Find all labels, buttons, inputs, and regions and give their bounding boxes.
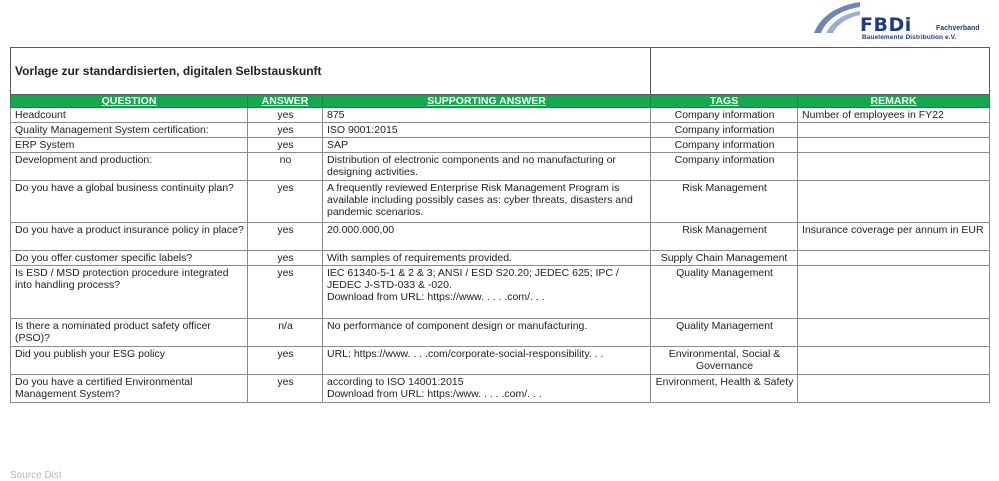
header-remark[interactable]: REMARK <box>798 95 990 108</box>
supporting-answer-text: IEC 61340-5-1 & 2 & 3; ANSI / ESD S20.20; JEDEC 625; IPC / JEDEC J-STD-033 & -020. <box>327 267 619 291</box>
header-supporting-answer[interactable]: SUPPORTING ANSWER <box>323 95 651 108</box>
answer-cell[interactable]: yes <box>248 123 323 138</box>
remark-cell[interactable]: Insurance coverage per annum in EUR <box>798 223 990 251</box>
header-tags[interactable]: TAGS <box>651 95 798 108</box>
tags-cell[interactable]: Company information <box>651 138 798 153</box>
tags-cell[interactable]: Company information <box>651 123 798 138</box>
table-row <box>11 108 990 123</box>
question-cell[interactable]: Quality Management System certification: <box>11 123 248 138</box>
question-cell[interactable]: Do you offer customer specific labels? <box>11 251 248 266</box>
fbdi-logo <box>806 0 996 42</box>
question-cell[interactable]: Development and production: <box>11 153 248 181</box>
supporting-answer-link: Download from URL: https:/www. . . . .com/. . . <box>327 388 542 400</box>
answer-cell[interactable]: yes <box>248 266 323 319</box>
title-row <box>11 48 990 95</box>
answer-cell[interactable]: yes <box>248 251 323 266</box>
supporting-answer-cell[interactable]: ISO 9001:2015 <box>323 123 651 138</box>
tags-cell[interactable]: Environmental, Social & Governance <box>651 347 798 375</box>
table-row <box>11 153 990 181</box>
table-row <box>11 138 990 153</box>
answer-cell[interactable]: yes <box>248 375 323 403</box>
tags-cell[interactable]: Company information <box>651 108 798 123</box>
tags-cell[interactable]: Risk Management <box>651 181 798 223</box>
supporting-answer-cell[interactable]: With samples of requirements provided. <box>323 251 651 266</box>
supporting-answer-cell[interactable]: URL: https://www. . . .com/corporate-social-responsibility. . . <box>323 347 651 375</box>
question-cell[interactable]: Is ESD / MSD protection procedure integrated into handling process? <box>11 266 248 319</box>
answer-cell[interactable]: yes <box>248 181 323 223</box>
question-cell[interactable]: Do you have a certified Environmental Management System? <box>11 375 248 403</box>
footer-note: Source Dist <box>10 470 62 481</box>
question-cell[interactable]: Headcount <box>11 108 248 123</box>
tags-cell[interactable]: Company information <box>651 153 798 181</box>
header-answer[interactable]: ANSWER <box>248 95 323 108</box>
answer-cell[interactable]: yes <box>248 223 323 251</box>
supporting-answer-cell[interactable] <box>323 375 651 403</box>
tags-cell[interactable]: Environment, Health & Safety <box>651 375 798 403</box>
self-disclosure-table <box>10 47 990 403</box>
logo-subline-2: Bauelemente Distribution e.V. <box>862 34 957 41</box>
remark-cell[interactable] <box>798 347 990 375</box>
logo-brand-text: FBDi <box>860 14 912 36</box>
table-row <box>11 181 990 223</box>
logo-subline-1: Fachverband <box>936 25 980 32</box>
supporting-answer-cell[interactable]: A frequently reviewed Enterprise Risk Management Program is available including possibly cases as: cyber threats, disasters and pandemic scenarios. <box>323 181 651 223</box>
table-row <box>11 123 990 138</box>
supporting-answer-link: Download from URL: https://www. . . . .com/. . . <box>327 291 545 303</box>
remark-cell[interactable]: Number of employees in FY22 <box>798 108 990 123</box>
table-row <box>11 375 990 403</box>
question-cell[interactable]: ERP System <box>11 138 248 153</box>
remark-cell[interactable] <box>798 251 990 266</box>
supporting-answer-cell[interactable]: 875 <box>323 108 651 123</box>
supporting-answer-cell[interactable]: SAP <box>323 138 651 153</box>
table-row <box>11 266 990 319</box>
question-cell[interactable]: Did you publish your ESG policy <box>11 347 248 375</box>
answer-cell[interactable]: yes <box>248 347 323 375</box>
sheet-title: Vorlage zur standardisierten, digitalen Selbstauskunft <box>11 48 651 95</box>
remark-cell[interactable] <box>798 153 990 181</box>
remark-cell[interactable] <box>798 123 990 138</box>
supporting-answer-text: according to ISO 14001:2015 <box>327 376 464 388</box>
header-question[interactable]: QUESTION <box>11 95 248 108</box>
remark-cell[interactable] <box>798 375 990 403</box>
table-row <box>11 223 990 251</box>
supporting-answer-cell[interactable] <box>323 266 651 319</box>
tags-cell[interactable]: Risk Management <box>651 223 798 251</box>
supporting-answer-cell[interactable]: Distribution of electronic components and no manufacturing or designing activities. <box>323 153 651 181</box>
answer-cell[interactable]: yes <box>248 108 323 123</box>
remark-cell[interactable] <box>798 319 990 347</box>
question-cell[interactable]: Is there a nominated product safety officer (PSO)? <box>11 319 248 347</box>
answer-cell[interactable]: no <box>248 153 323 181</box>
table-row <box>11 251 990 266</box>
tags-cell[interactable]: Quality Management <box>651 319 798 347</box>
remark-cell[interactable] <box>798 181 990 223</box>
tags-cell[interactable]: Quality Management <box>651 266 798 319</box>
title-empty-cell <box>651 48 990 95</box>
remark-cell[interactable] <box>798 138 990 153</box>
logo-swoosh-icon <box>812 0 862 34</box>
table-row <box>11 347 990 375</box>
answer-cell[interactable]: yes <box>248 138 323 153</box>
header-row <box>11 95 990 108</box>
question-cell[interactable]: Do you have a product insurance policy in place? <box>11 223 248 251</box>
question-cell[interactable]: Do you have a global business continuity plan? <box>11 181 248 223</box>
tags-cell[interactable]: Supply Chain Management <box>651 251 798 266</box>
remark-cell[interactable] <box>798 266 990 319</box>
table-row <box>11 319 990 347</box>
supporting-answer-cell[interactable]: 20.000.000,00 <box>323 223 651 251</box>
supporting-answer-cell[interactable]: No performance of component design or manufacturing. <box>323 319 651 347</box>
answer-cell[interactable]: n/a <box>248 319 323 347</box>
